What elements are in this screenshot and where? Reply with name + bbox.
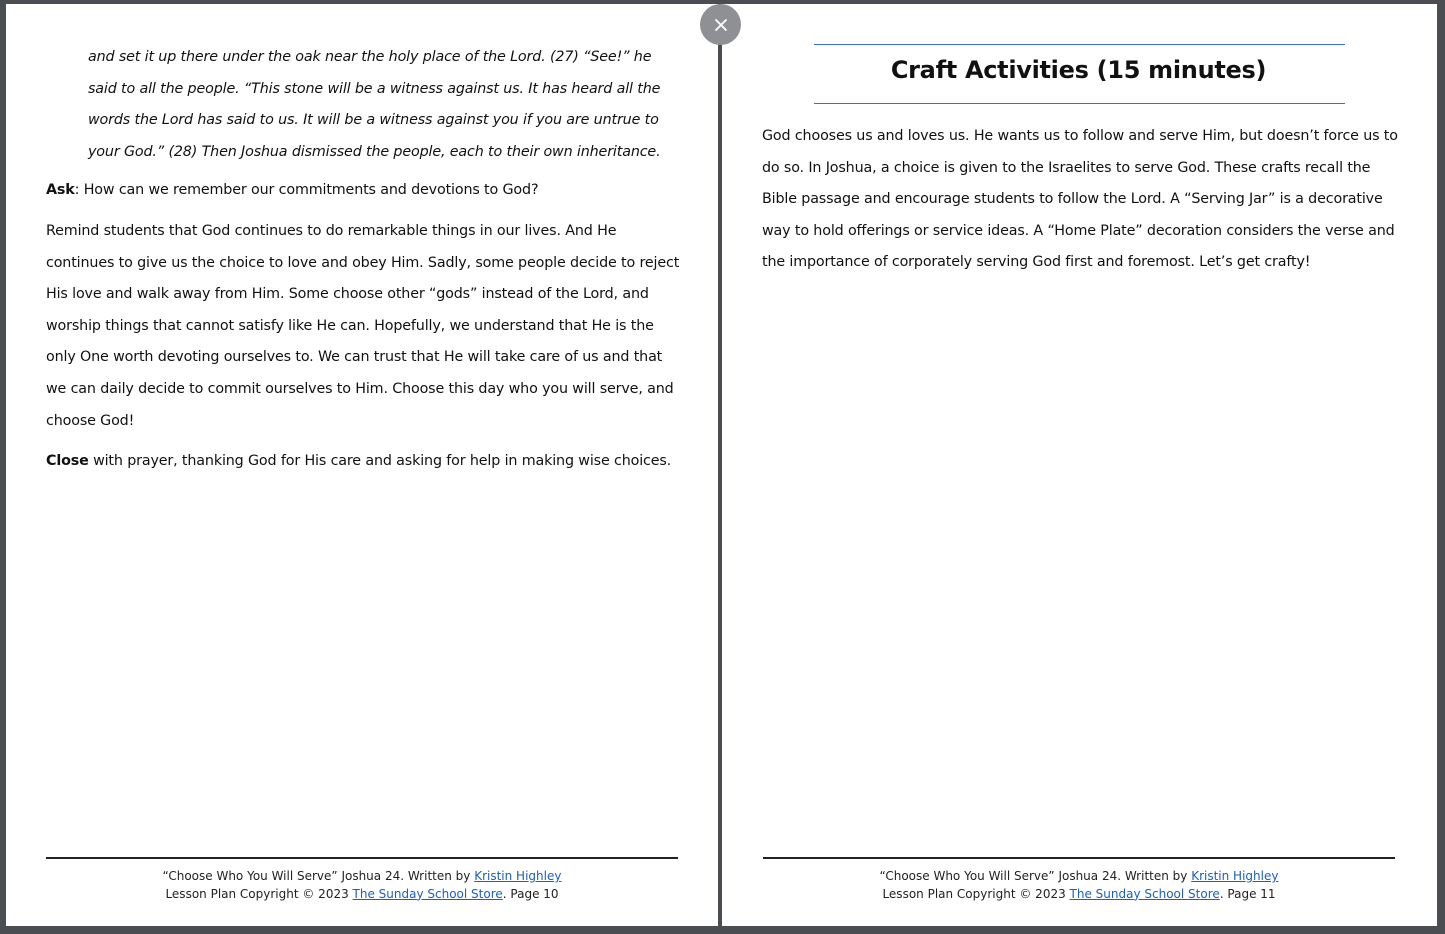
- close-text: with prayer, thanking God for His care and asking for help in making wise choices.: [88, 453, 672, 470]
- page-number: . Page 11: [1219, 886, 1276, 901]
- page-number: . Page 10: [502, 886, 559, 901]
- author-link[interactable]: Kristin Highley: [1191, 869, 1279, 883]
- footer-title-text: “Choose Who You Will Serve” Joshua 24. Written by: [162, 869, 475, 883]
- author-link[interactable]: Kristin Highley: [474, 869, 562, 883]
- craft-intro-paragraph: God chooses us and loves us. He wants us to follow and serve Him, but doesn’t force us to do so. In Joshua, a choice is given to the Israelites to serve God. These crafts recall the Bible passage and encourage students to follow the Lord. A “Serving Jar” is a decorative way to hold offerings or service ideas. A “Home Plate” decoration considers the verse and the importance of corporately serving God first and foremost. Let’s get crafty!: [762, 128, 1398, 271]
- copyright-text: Lesson Plan Copyright © 2023: [882, 886, 1070, 901]
- footer-line-2: [46, 886, 678, 904]
- footer-line-1: [763, 868, 1395, 886]
- close-paragraph: [46, 446, 680, 478]
- section-title: Craft Activities (15 minutes): [890, 56, 1267, 84]
- page-content: [762, 121, 1402, 279]
- ask-label: Ask: [46, 182, 75, 199]
- close-icon: [714, 18, 728, 32]
- document-page-left: [6, 4, 718, 926]
- footer-title-text: “Choose Who You Will Serve” Joshua 24. Written by: [879, 869, 1192, 883]
- close-button[interactable]: [700, 4, 741, 45]
- close-label: Close: [46, 453, 89, 470]
- copyright-text: Lesson Plan Copyright © 2023: [165, 886, 353, 901]
- store-link[interactable]: The Sunday School Store: [352, 886, 503, 901]
- ask-paragraph: [46, 175, 680, 207]
- ask-text: : How can we remember our commitments and devotions to God?: [74, 182, 539, 199]
- store-link[interactable]: The Sunday School Store: [1069, 886, 1220, 901]
- page-footer: [46, 868, 678, 903]
- scripture-verse: and set it up there under the oak near the holy place of the Lord. (27) “See!” he said to all the people. “This stone will be a witness against us. It has heard all the words the Lord has said to us. It will be a witness against you if you are untrue to your God.” (28) Then Joshua dismissed the people, each to their own inheritance.: [88, 49, 661, 160]
- footer-line-2: [763, 886, 1395, 904]
- page-footer: [763, 868, 1395, 903]
- footer-line-1: [46, 868, 678, 886]
- title-rule-bottom: [814, 103, 1345, 104]
- page-content: [46, 42, 680, 478]
- title-rule-top: [814, 44, 1345, 45]
- footer-divider: [46, 857, 678, 859]
- document-page-right: [722, 4, 1437, 926]
- remind-paragraph: Remind students that God continues to do remarkable things in our lives. And He continues to give us the choice to love and obey Him. Sadly, some people decide to reject His love and walk away from Him. Some choose other “gods” instead of the Lord, and worship things that cannot satisfy like He can. Hopefully, we understand that He is the only One worth devoting ourselves to. We can trust that He will take care of us and that we can daily decide to commit ourselves to Him. Choose this day who you will serve, and choose God!: [46, 222, 680, 429]
- footer-divider: [763, 857, 1395, 859]
